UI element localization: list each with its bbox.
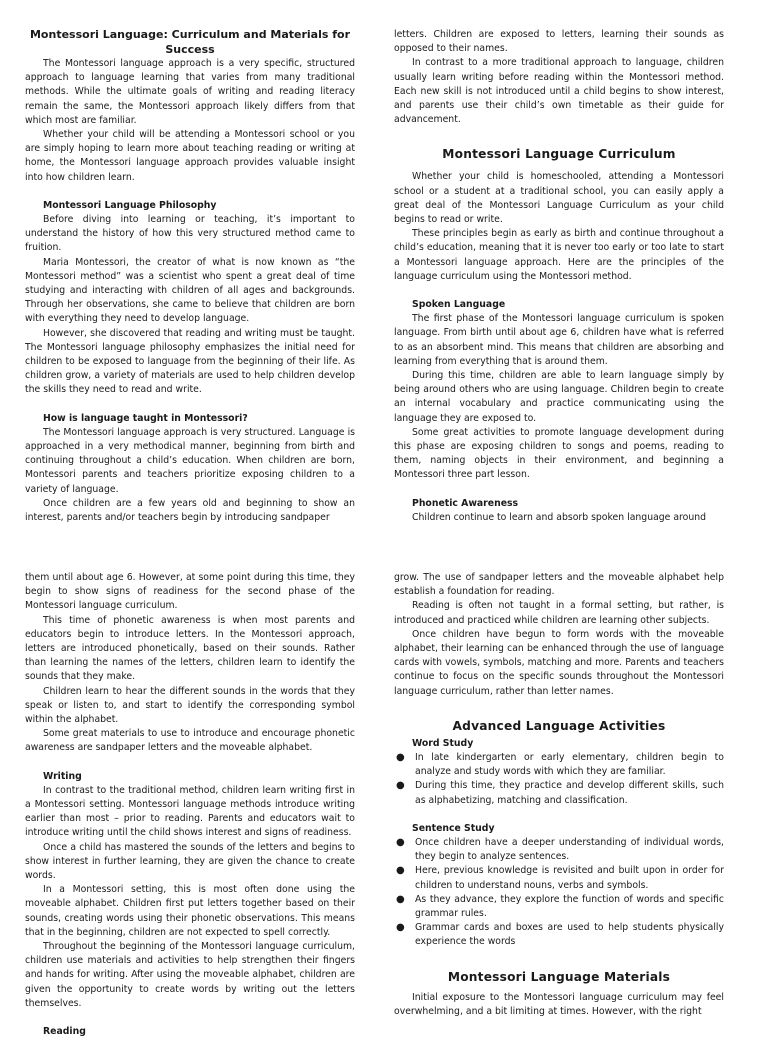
paragraph: grow. The use of sandpaper letters and the moveable alphabet help establish a foundation for reading. [394, 572, 724, 598]
paragraph: them until about age 6. However, at some point during this time, they begin to show signs of readiness for the second phase of the Montessori language curriculum. [25, 572, 355, 612]
paragraph: Maria Montessori, the creator of what is now known as “the Montessori method” was a scientist who spent a great deal of time studying and interacting with children of all ages and backgrounds. Through her observations, she came to believe that children are born with everything they need to develop language. [25, 256, 355, 325]
paragraph: In contrast to a more traditional approach to language, children usually learn writing before reading within the Montessori method. Each new skill is not introduced until a child begins to show interest, and parents use their child’s own timetable as their guide for advancement. [394, 57, 724, 126]
document-title: Montessori Language: Curriculum and Materials for Success [29, 28, 351, 56]
bullet-icon: ● [396, 780, 405, 792]
paragraph: Some great activities to promote language development during this phase are exposing children to songs and poems, reading to them, naming objects in their environment, and beginning a Montessori three part lesson. [394, 426, 724, 481]
paragraph: During this time, children are able to learn language simply by being around others who are using language. Children begin to create an internal vocabulary and practice communicating using the language they are exposed to. [394, 370, 724, 424]
page2-left-column [25, 571, 355, 1038]
paragraph: Whether your child is homeschooled, attending a Montessori school or a student at a traditional school, you can easily apply a great deal of the Montessori Language Curriculum as your child begins to read or write. [394, 171, 724, 226]
section-heading-advanced: Advanced Language Activities [452, 718, 666, 733]
paragraph: These principles begin as early as birth and continue throughout a child’s education, meaning that it is never too early or too late to start a Montessori language approach. Here are the principles of the language curriculum using the Montessori method. [394, 228, 724, 282]
bullet-icon: ● [396, 837, 405, 849]
section-heading-sentence-study: Sentence Study [412, 822, 495, 834]
page1-left-column [25, 28, 355, 524]
paragraph: Once children are a few years old and beginning to show an interest, parents and/or teachers begin by introducing sandpaper [25, 497, 355, 524]
paragraph: letters. Children are exposed to letters, learning their sounds as opposed to their names. [394, 29, 724, 55]
bullet-icon: ● [396, 752, 405, 764]
paragraph: The Montessori language approach is very structured. Language is approached in a very methodical manner, beginning from birth and continuing throughout a child’s education. When children are born, Montessori parents and teachers prioritize exposing children to a variety of language. [25, 426, 355, 495]
section-heading-spoken: Spoken Language [412, 299, 506, 311]
section-heading-word-study: Word Study [412, 737, 474, 749]
section-heading-philosophy: Montessori Language Philosophy [43, 199, 217, 211]
section-heading-curriculum: Montessori Language Curriculum [442, 147, 676, 162]
paragraph: Before diving into learning or teaching, it’s important to understand the history of how this very structured method came to fruition. [25, 214, 355, 254]
paragraph: Throughout the beginning of the Montessori language curriculum, children use materials and activities to help strengthen their fingers and hands for writing. After using the moveable alphabet, children are given the opportunity to create words by writing out the letters themselves. [25, 941, 355, 1009]
paragraph: The Montessori language approach is a very specific, structured approach to language learning that varies from many traditional methods. While the ultimate goals of writing and reading literacy remain the same, the Montessori approach likely differs from that which most are familiar. [25, 58, 355, 126]
bullet-icon: ● [396, 893, 405, 905]
paragraph: In a Montessori setting, this is most often done using the moveable alphabet. Children first put letters together based on their sounds, creating words using their phonetic observations. This means that in the beginning, children are not expected to spell correctly. [25, 884, 355, 938]
list-item: ● Here, previous knowledge is revisited and built upon in order for children to understand nouns, verbs and symbols. [396, 865, 724, 891]
list-item: ● During this time, they practice and develop different skills, such as alphabetizing, matching and classification. [396, 780, 724, 806]
paragraph: Some great materials to use to introduce and encourage phonetic awareness are sandpaper letters and the moveable alphabet. [25, 728, 355, 754]
paragraph: This time of phonetic awareness is when most parents and educators begin to introduce letters. In the Montessori approach, letters are introduced phonetically, based on their sounds. Rather than learning the names of the letters, children learn to identify the sounds that they make. [25, 614, 355, 683]
paragraph: The first phase of the Montessori language curriculum is spoken language. From birth until about age 6, children have what is referred to as an absorbent mind. This means that children are absorbing and learning from everything that is around them. [394, 313, 724, 367]
paragraph: Whether your child will be attending a Montessori school or you are simply hoping to learn more about teaching reading or writing at home, the Montessori language approach provides valuable insight into how children learn. [25, 129, 355, 183]
section-heading-writing: Writing [43, 770, 82, 782]
bullet-icon: ● [396, 922, 405, 934]
sentence-study-list [394, 836, 724, 950]
paragraph: However, she discovered that reading and writing must be taught. The Montessori language philosophy emphasizes the initial need for children to be exposed to language from the beginning of their life. As children grow, a variety of materials are used to help children develop the skills they need to read and write. [25, 327, 355, 396]
section-heading-phonetic: Phonetic Awareness [412, 497, 519, 509]
page1-right-column [394, 28, 724, 523]
paragraph: Children continue to learn and absorb spoken language around [412, 511, 707, 523]
paragraph: In contrast to the traditional method, children learn writing first in a Montessori setting. Montessori language methods introduce writing earlier than most – prior to reading. Parents and educators wait to introduce writing until the child shows interest and signs of readiness. [25, 784, 355, 839]
section-heading-how-taught: How is language taught in Montessori? [43, 412, 248, 424]
section-heading-materials: Montessori Language Materials [447, 969, 671, 984]
paragraph: Initial exposure to the Montessori language curriculum may feel overwhelming, and a bit limiting at times. However, with the right [394, 991, 724, 1017]
paragraph: Once a child has mastered the sounds of the letters and begins to show interest in further learning, they are given the chance to create words. [25, 841, 355, 882]
list-item: ● Once children have a deeper understanding of individual words, they begin to analyze sentences. [396, 837, 724, 863]
list-item: ● In late kindergarten or early elementary, children begin to analyze and study words with which they are familiar. [396, 752, 724, 778]
page2-right-column [394, 571, 724, 1024]
section-heading-reading: Reading [43, 1026, 86, 1038]
word-study-list [394, 751, 724, 808]
paragraph: Once children have begun to form words with the moveable alphabet, their learning can be enhanced through the use of language cards with vowels, symbols, matching and more. Parents and teachers continue to focus on the specific sounds throughout the Montessori language curriculum, rather than letter names. [394, 628, 724, 697]
bullet-icon: ● [396, 865, 405, 877]
list-item: ● As they advance, they explore the function of words and specific grammar rules. [396, 893, 724, 920]
paragraph: Children learn to hear the different sounds in the words that they speak or listen to, and start to identify the corresponding symbol within the alphabet. [25, 685, 355, 726]
list-item: ● Grammar cards and boxes are used to help students physically experience the words [396, 922, 724, 948]
paragraph: Reading is often not taught in a formal setting, but rather, is introduced and practiced while children are learning other subjects. [394, 600, 724, 626]
